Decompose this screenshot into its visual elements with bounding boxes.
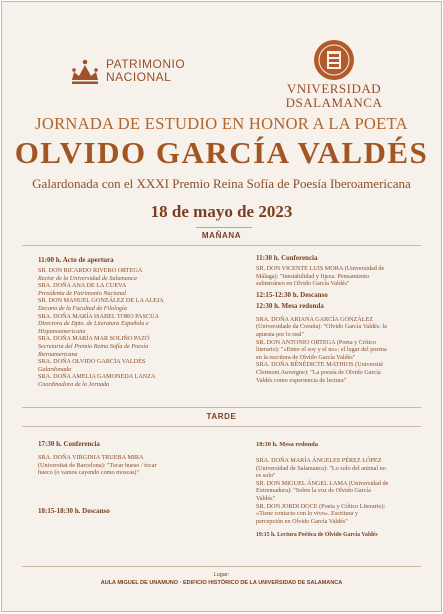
event-poster <box>1 1 442 612</box>
roundtable-heading: 12:30 h. Mesa redonda <box>256 301 324 310</box>
conference-text: Málaga): "Inestabilidad y fijeza. Pensamiento <box>256 272 370 280</box>
opening-heading: 11:00 h. Acto de apertura <box>38 256 114 264</box>
speaker-role: Hispanoamericana <box>38 327 86 335</box>
roundtable-text: Clermont Auvergne): "La poesía de Olvido García <box>256 368 381 376</box>
speaker-line: SR. DON RICARDO RIVERO ORTEGA <box>38 267 143 274</box>
venue-label: Lugar: <box>213 572 230 578</box>
conference-text: hueco (o vamos cayendo como moscas)" <box>38 469 139 477</box>
patrimonio-nacional-logo <box>68 56 185 86</box>
university-seal-icon <box>312 38 356 82</box>
roundtable-text: en la escritura de Olvido García Valdés" <box>256 353 356 361</box>
roundtable-text: SRA. DOÑA ARIANA GARCÍA GONZÁLEZ <box>256 315 374 323</box>
morning-left-column <box>38 256 228 389</box>
roundtable-text: SRA. DOÑA MARÍA ÁNGELES PÉREZ LÓPEZ <box>256 457 382 464</box>
speaker-role: Coordinadora de la Jornada <box>38 380 110 388</box>
conference-text: (Universitat de Barcelona): "Tocar hueso / tocar <box>38 461 157 469</box>
award-subtitle: Galardonada con el XXXI Premio Reina Sofía de Poesía Iberoamericana <box>32 176 411 191</box>
venue-place: AULA MIGUEL DE UNAMUNO · EDIFICIO HISTÓRICO DE LA UNIVERSIDAD DE SALAMANCA <box>100 579 343 586</box>
speaker-role: Rector de la Universidad de Salamanca <box>38 274 137 282</box>
roundtable-text: SR. DON ANTONIO ORTEGA (Poeta y Crítico <box>256 338 376 346</box>
morning-divider <box>22 245 421 246</box>
speaker-line: SRA. DOÑA ANA DE LA CUEVA <box>38 282 127 290</box>
afternoon-label: TARDE <box>206 412 237 421</box>
roundtable-text: (Universidade da Coruña): "Olvido García Valdés: la <box>256 323 387 331</box>
conference-heading: 11:30 h. Conferencia <box>256 254 318 262</box>
roundtable-text: (Universidad de Salamanca): "Lo solo del animal no <box>256 464 386 472</box>
afternoon-divider-top <box>22 407 421 408</box>
roundtable-heading: 18:30 h. Mesa redonda <box>256 441 319 448</box>
footer-divider <box>22 566 421 567</box>
roundtable-text: Valdés" <box>256 494 276 502</box>
speaker-role: Decano de la Facultad de Filología <box>38 304 127 312</box>
speaker-line: SRA. DOÑA MARÍA MAR SOLIÑO PAZÓ <box>38 335 150 343</box>
logo-row <box>2 38 441 110</box>
venue-footer <box>2 572 441 587</box>
conference-text: SR. DON VICENTE LUIS MORA (Universidad de <box>256 265 385 272</box>
roundtable-text: es solo" <box>256 472 276 480</box>
speaker-line: SRA. DOÑA OLVIDO GARCÍA VALDÉS <box>38 358 146 366</box>
usal-text-line2: DSALAMANCA <box>285 95 383 110</box>
roundtable-text: percepción en Olvido García Valdés" <box>256 517 348 525</box>
roundtable-text: SRA. DOÑA BÉNÉDICTE MATHIOS (Université <box>256 361 384 369</box>
speaker-role: Presidenta de Patrimonio Nacional <box>38 289 126 297</box>
logo-text-line1: PATRIMONIO <box>106 57 186 71</box>
crown-icon <box>68 56 102 86</box>
roundtable-text: literario): "«Entre el soy y el no»: el lugar del poema <box>256 346 387 354</box>
poet-name: OLVIDO GARCÍA VALDÉS <box>14 135 429 170</box>
conference-heading: 17:30 h. Conferencia <box>38 440 100 448</box>
afternoon-divider-bottom <box>22 426 421 427</box>
roundtable-text: SR. DON JORDI DOCE (Poeta y Crítico Literario): <box>256 502 386 510</box>
break-heading: 18:15-18:30 h. Descanso <box>38 506 110 515</box>
event-title: JORNADA DE ESTUDIO EN HONOR A LA POETA <box>35 114 408 133</box>
speaker-line: SRA. DOÑA AMELIA GAMONEDA LANZA <box>38 373 156 381</box>
afternoon-left-column <box>38 440 238 518</box>
logo-text-line2: NACIONAL <box>106 70 172 84</box>
speaker-line: SR. DON MANUEL GONZÁLEZ DE LA ALEJA <box>38 297 164 305</box>
conference-text: subterráneo en Olvido García Valdés" <box>256 280 350 288</box>
roundtable-text: apuesta por lo real" <box>256 330 305 338</box>
speaker-role: Directora de Dpto. de Literatura Española e <box>38 320 149 328</box>
roundtable-text: SR. DON MIGUEL ÁNGEL LAMA (Universidad de <box>256 479 389 487</box>
speaker-line: SRA. DOÑA MARÍA ISABEL TORO PASCUA <box>38 312 160 320</box>
speaker-role: Secretaria del Premio Reina Sofía de Poesía <box>38 342 149 350</box>
event-date: 18 de mayo de 2023 <box>150 202 293 221</box>
roundtable-text: Extremadura): "Sobre la voz de Olvido García <box>256 487 371 495</box>
divider-top <box>196 227 252 228</box>
morning-label: MAÑANA <box>201 231 242 240</box>
speaker-role: Galardonada <box>38 365 72 373</box>
conference-text: SRA. DOÑA VIRGINIA TRUEBA MIRA <box>38 454 144 461</box>
usal-text-line1: VNIVERSIDAD <box>286 81 382 96</box>
afternoon-right-column <box>256 440 432 542</box>
morning-right-column <box>256 254 432 384</box>
speaker-role: Iberoamericana <box>38 350 78 358</box>
universidad-salamanca-logo <box>279 38 389 110</box>
reading-heading: 19:15 h. Lectura Poética de Olvido García Valdés <box>256 532 378 539</box>
roundtable-text: Valdés como experiencia de lectura" <box>256 376 347 384</box>
break-heading: 12:15-12:30 h. Descanso <box>256 290 328 299</box>
roundtable-text: «Tiene contacto con lo vivo». Escritura y <box>256 510 359 518</box>
